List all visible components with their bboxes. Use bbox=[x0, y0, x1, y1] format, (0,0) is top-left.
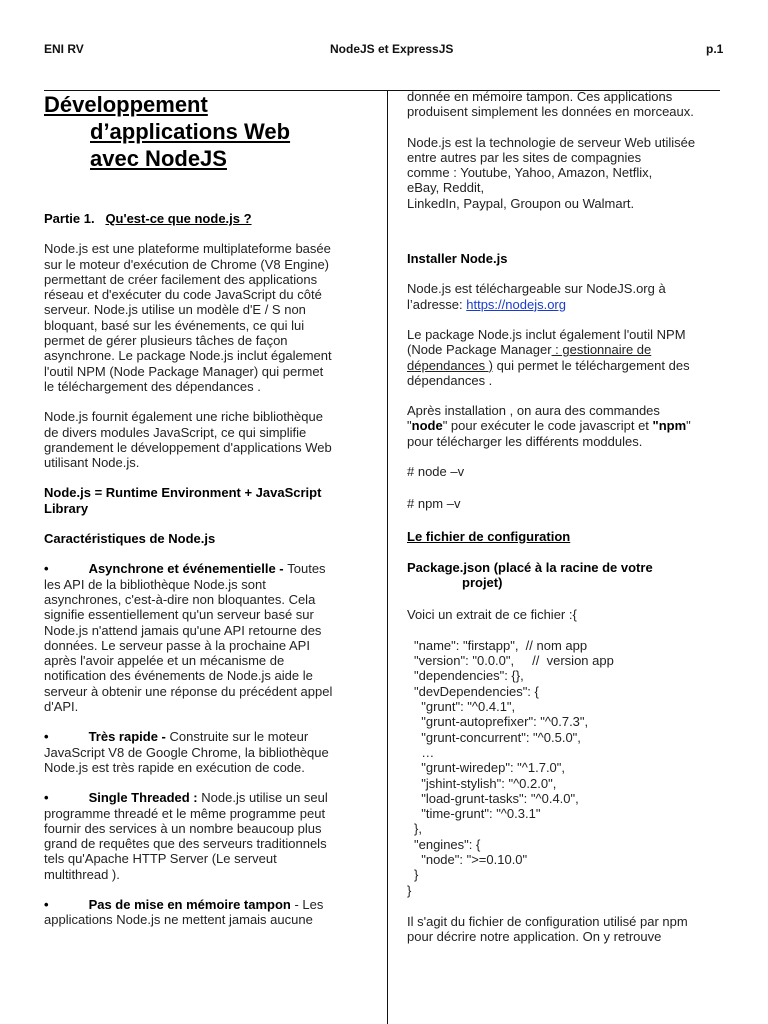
text-line: LinkedIn, Paypal, Groupon ou Walmart. bbox=[407, 195, 635, 211]
cmd-node-version: # node –v bbox=[407, 464, 465, 480]
header-left: ENI RV bbox=[44, 42, 84, 56]
code-line: "name": "firstapp", // nom app bbox=[414, 637, 588, 653]
header-title: NodeJS et ExpressJS bbox=[330, 42, 454, 56]
feature-no-buffering bbox=[44, 897, 362, 928]
text-line: Il s'agit du fichier de configuration utilisé par npm bbox=[407, 913, 688, 929]
text-line: d'API. bbox=[44, 699, 79, 715]
final-paragraph bbox=[407, 914, 725, 945]
text-line: projet) bbox=[462, 575, 503, 591]
code-line: "devDependencies": { bbox=[414, 683, 539, 699]
text-line: Package.json (placé à la racine de votre bbox=[407, 559, 653, 575]
text-line: applications Node.js ne mettent jamais aucune bbox=[44, 912, 313, 928]
code-line: … bbox=[414, 744, 435, 760]
code-line: "load-grunt-tasks": "^0.4.0", bbox=[414, 790, 579, 806]
text-line: qui permet le téléchargement des bbox=[493, 357, 690, 373]
text-line: Node.js est une plateforme multiplateforme basée bbox=[44, 241, 331, 257]
feature-single-threaded bbox=[44, 790, 362, 882]
text-line: Node.js utilise un seul bbox=[201, 790, 328, 806]
text-line: " bbox=[686, 418, 691, 434]
text-line: Node.js n'attend jamais qu'une API retourne des bbox=[44, 622, 322, 638]
text-line: grand de requêtes que des serveurs traditionnels bbox=[44, 836, 327, 852]
code-line: "jshint-stylish": "^0.2.0", bbox=[414, 775, 557, 791]
features-heading: Caractéristiques de Node.js bbox=[44, 531, 216, 547]
text-line: sur le moteur d'exécution de Chrome (V8 Engine) bbox=[44, 256, 330, 272]
text-line: permet de gérer plusieurs tâches de façon bbox=[44, 333, 288, 349]
text-line: le téléchargement des dépendances . bbox=[44, 378, 261, 394]
text-line: " pour exécuter le code javascript et bbox=[442, 418, 653, 434]
text-line: dépendances ) bbox=[407, 357, 494, 373]
title-line: avec NodeJS bbox=[90, 146, 227, 171]
feature-async bbox=[44, 561, 362, 714]
text-line: programme threadé et le même programme peut bbox=[44, 805, 326, 821]
bullet: • bbox=[44, 561, 49, 577]
text-line: entre autres par les sites de compagnies bbox=[407, 149, 642, 165]
text-line: données. Le serveur passe à la prochaine API bbox=[44, 637, 310, 653]
text-line: Node.js = Runtime Environment + JavaScript bbox=[44, 485, 322, 501]
part-heading bbox=[44, 211, 362, 226]
library-paragraph bbox=[44, 409, 362, 470]
part-label: Partie 1. bbox=[44, 211, 95, 226]
feature-fast bbox=[44, 729, 362, 775]
nodejs-link[interactable]: https://nodejs.org bbox=[466, 296, 566, 312]
text-line: produisent simplement les données en morceaux. bbox=[407, 104, 694, 120]
text-line: Library bbox=[44, 500, 89, 516]
commands-paragraph bbox=[407, 403, 725, 449]
text-line: réseau et d'exécuter du code JavaScript du côté bbox=[44, 287, 322, 303]
code-line: }, bbox=[414, 821, 422, 837]
feature-title: Très rapide - bbox=[88, 729, 170, 745]
code-line: "engines": { bbox=[414, 836, 481, 852]
text-line: Node.js est très rapide en exécution de code. bbox=[44, 759, 305, 775]
intro-paragraph bbox=[44, 241, 362, 394]
code-line: "grunt-wiredep": "^1.7.0", bbox=[414, 760, 566, 776]
config-heading: Le fichier de configuration bbox=[407, 528, 571, 544]
code-line: } bbox=[414, 867, 419, 883]
bullet: • bbox=[44, 896, 49, 912]
text-line: donnée en mémoire tampon. Ces applications bbox=[407, 89, 673, 104]
title-line: d’applications Web bbox=[90, 119, 291, 144]
feature-title: Pas de mise en mémoire tampon bbox=[88, 896, 291, 912]
document-title bbox=[44, 90, 362, 172]
part-title: Qu'est-ce que node.js ? bbox=[105, 211, 252, 226]
text-line: " bbox=[407, 418, 412, 434]
text-line: asynchrone. Le package Node.js inclut également bbox=[44, 348, 332, 364]
text-line: grandement le développement d'applications Web bbox=[44, 439, 332, 455]
text-line: : gestionnaire de bbox=[551, 342, 652, 358]
code-line: "grunt-autoprefixer": "^0.7.3", bbox=[414, 714, 589, 730]
package-json-heading bbox=[407, 560, 725, 591]
text-line: asynchrones, c'est-à-dire non bloquantes. Cela bbox=[44, 591, 316, 607]
code-line: "node": ">=0.10.0" bbox=[414, 851, 528, 867]
cmd-npm-version: # npm –v bbox=[407, 496, 461, 512]
text-line: serveur à obtenir une réponse du précédent appel bbox=[44, 683, 333, 699]
download-paragraph bbox=[407, 281, 725, 312]
code-line: "version": "0.0.0", // version app bbox=[414, 653, 614, 669]
text-line: l'outil NPM (Node Package Manager) qui permet bbox=[44, 363, 324, 379]
bullet: • bbox=[44, 790, 49, 806]
text-line: pour télécharger les différents moddules. bbox=[407, 433, 643, 449]
text-line: Node.js fournit également une riche bibliothèque bbox=[44, 409, 323, 425]
feature-title: Single Threaded : bbox=[88, 790, 202, 806]
title-line: Développement bbox=[44, 92, 208, 117]
usage-paragraph bbox=[407, 135, 725, 211]
text-line: bloquant, basé sur les événements, ce qui lui bbox=[44, 317, 305, 333]
code-line: "grunt": "^0.4.1", bbox=[414, 699, 516, 715]
text-line: de divers modules JavaScript, ce qui simplifie bbox=[44, 424, 307, 440]
right-column bbox=[407, 89, 725, 944]
text-line: serveur. Node.js utilise un modèle d'E / S non bbox=[44, 302, 306, 318]
text-line: eBay, Reddit, bbox=[407, 180, 485, 196]
text-line: (Node Package Manager bbox=[407, 342, 552, 358]
text-line: Node.js est téléchargeable sur NodeJS.org à bbox=[407, 281, 666, 297]
text-line: après l'avoir appelée et un mécanisme de bbox=[44, 653, 285, 669]
bullet: • bbox=[44, 729, 49, 745]
text-line: Après installation , on aura des commandes bbox=[407, 403, 660, 419]
text-line: multithread ). bbox=[44, 866, 120, 882]
text-line: Node.js est la technologie de serveur Web utilisée bbox=[407, 134, 696, 150]
column-divider bbox=[387, 90, 388, 1024]
feature-title: Asynchrone et événementielle - bbox=[88, 561, 288, 577]
text-line: Construite sur le moteur bbox=[169, 729, 309, 745]
extract-intro: Voici un extrait de ce fichier :{ bbox=[407, 606, 577, 622]
text-line: permettant de créer facilement des applications bbox=[44, 271, 318, 287]
text-line: Toutes bbox=[287, 561, 326, 577]
command-node: node bbox=[411, 418, 443, 434]
command-npm: "npm bbox=[652, 418, 687, 434]
text-line: dépendances . bbox=[407, 372, 493, 388]
install-heading: Installer Node.js bbox=[407, 251, 508, 267]
text-line: comme : Youtube, Yahoo, Amazon, Netflix, bbox=[407, 165, 653, 181]
text-line: signifie essentiellement qu'un serveur basé sur bbox=[44, 607, 314, 623]
continued-paragraph bbox=[407, 89, 725, 120]
code-line: "dependencies": {}, bbox=[414, 668, 524, 684]
code-close: } bbox=[407, 882, 412, 898]
page-number: p.1 bbox=[706, 42, 724, 56]
text-line: pour décrire notre application. On y retrouve bbox=[407, 929, 662, 945]
text-line: - Les bbox=[290, 896, 324, 912]
text-line: Le package Node.js inclut également l'outil NPM bbox=[407, 326, 686, 342]
left-column bbox=[44, 90, 362, 928]
text-line: tels qu'Apache HTTP Server (Le serveut bbox=[44, 851, 277, 867]
code-line: "grunt-concurrent": "^0.5.0", bbox=[414, 729, 581, 745]
text-line: notification des événements de Node.js aide le bbox=[44, 668, 313, 684]
code-line: "time-grunt": "^0.3.1" bbox=[414, 806, 541, 822]
text-line: les API de la bibliothèque Node.js sont bbox=[44, 576, 266, 592]
text-line: l’adresse: bbox=[407, 296, 467, 312]
npm-paragraph bbox=[407, 327, 725, 388]
text-line: utilisant Node.js. bbox=[44, 455, 140, 471]
runtime-definition bbox=[44, 485, 362, 516]
package-json-code bbox=[407, 638, 725, 883]
text-line: JavaScript V8 de Google Chrome, la bibliothèque bbox=[44, 744, 329, 760]
text-line: fournir des services à un nombre beaucoup plus bbox=[44, 820, 322, 836]
